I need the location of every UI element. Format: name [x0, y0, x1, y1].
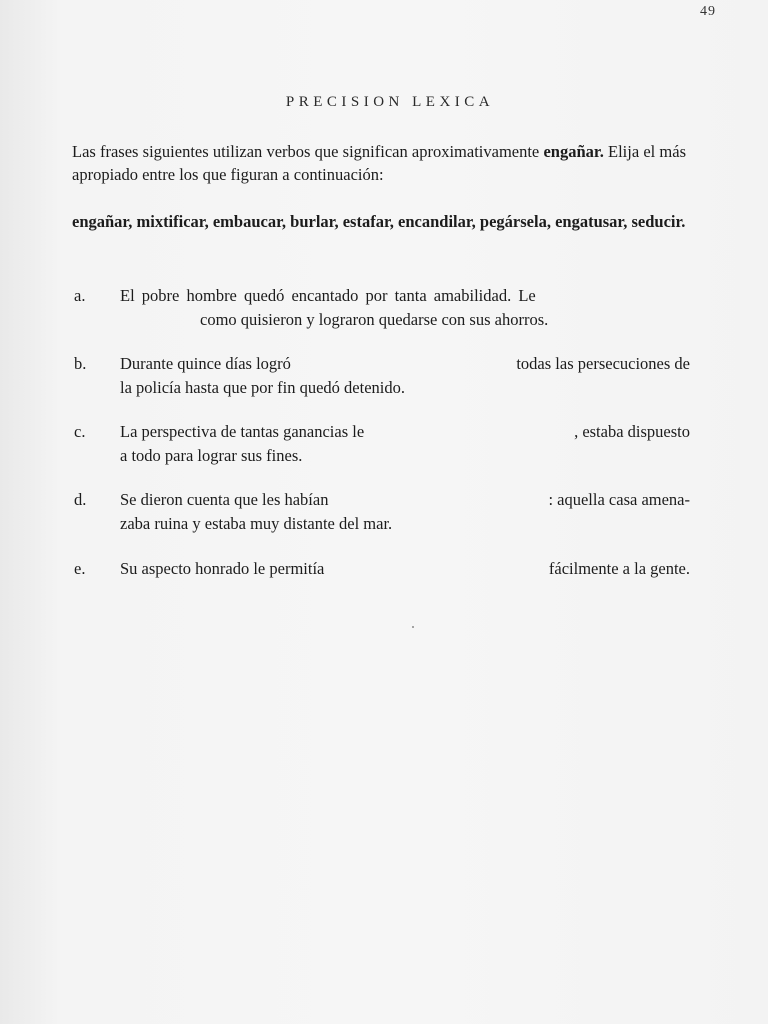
- item-letter: d.: [74, 490, 87, 509]
- verb-word-list: engañar, mixtificar, embaucar, burlar, estafar, encandilar, pegársela, engatusar, seducir.: [72, 212, 686, 231]
- item-line-start: Durante quince días logró: [120, 354, 291, 373]
- item-line-end: , estaba dispuesto: [574, 422, 690, 441]
- item-text: [120, 488, 690, 536]
- item-line: [120, 420, 690, 444]
- instructions-bold-word: engañar.: [543, 142, 604, 161]
- item-line-end: fácilmente a la gente.: [548, 559, 690, 578]
- item-line-start: Su aspecto honrado le permitía: [120, 559, 325, 578]
- item-letter: b.: [74, 354, 87, 373]
- page-number: 49: [700, 4, 716, 19]
- item-line: la policía hasta que por fin quedó detenido.: [120, 378, 405, 397]
- exercise-item-c: [72, 420, 690, 468]
- instructions-paragraph: [72, 140, 686, 186]
- item-letter: c.: [74, 422, 86, 441]
- exercise-item-d: [72, 488, 690, 536]
- item-line: El pobre hombre quedó encantado por tanta amabilidad. Le: [120, 286, 536, 305]
- item-text: [120, 557, 690, 581]
- item-line: [120, 557, 690, 581]
- page-title: PRECISION LEXICA: [285, 94, 495, 110]
- instructions-line1: Las frases siguientes utilizan verbos que significan aproximativamente: [72, 142, 540, 161]
- item-text: [120, 352, 690, 400]
- item-line: [120, 352, 690, 376]
- item-letter: a.: [74, 286, 86, 305]
- item-text: [120, 284, 690, 332]
- item-line: zaba ruina y estaba muy distante del mar.: [120, 514, 393, 533]
- item-line-end: todas las persecuciones de: [516, 354, 690, 373]
- item-text: [120, 420, 690, 468]
- exercise-item-b: [72, 352, 690, 400]
- item-line-start: La perspectiva de tantas ganancias le: [120, 422, 365, 441]
- item-line: a todo para lograr sus fines.: [120, 446, 303, 465]
- item-line: [120, 488, 690, 512]
- item-line: como quisieron y lograron quedarse con sus ahorros.: [200, 310, 549, 329]
- stray-mark: [412, 626, 414, 628]
- exercise-item-a: [72, 284, 690, 332]
- item-letter: e.: [74, 559, 86, 578]
- item-line-start: Se dieron cuenta que les habían: [120, 490, 329, 509]
- instructions-line2: Elija el más apropiado entre los que figuran a continuación:: [72, 142, 686, 184]
- exercise-item-e: [72, 557, 690, 581]
- item-line-end: : aquella casa amena-: [548, 490, 690, 509]
